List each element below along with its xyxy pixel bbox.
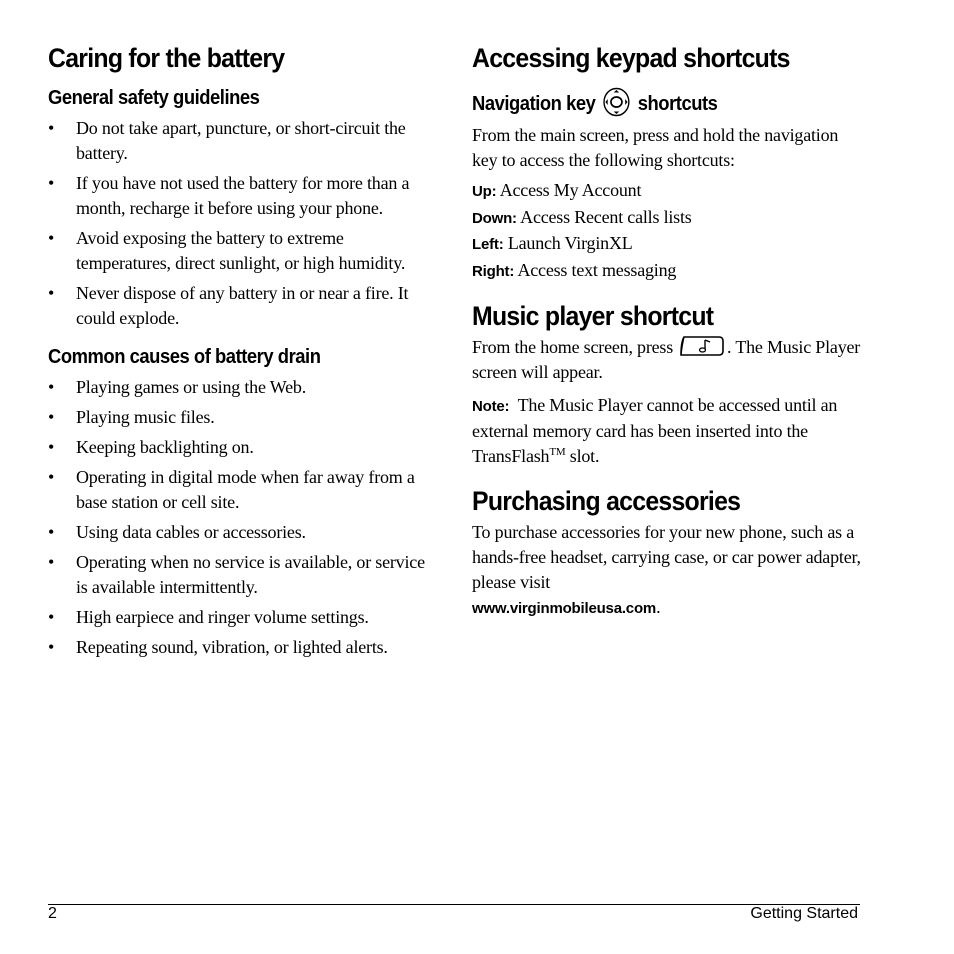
shortcut-action: Access Recent calls lists [520, 206, 692, 227]
footer-divider [48, 904, 860, 905]
note-text: The Music Player cannot be accessed until an external memory card has been inserted into the TransFlash [472, 395, 838, 466]
shortcut-key: Down: [472, 209, 517, 227]
shortcut-key: Up: [472, 183, 497, 200]
list-item: • Keeping backlighting on. [48, 435, 440, 460]
list-item: • Using data cables or accessories. [48, 520, 440, 545]
drain-list [48, 375, 440, 660]
music-text-before: From the home screen, press [472, 337, 674, 357]
list-item: • Operating when no service is available, or service is available intermittently. [48, 550, 440, 600]
accessories-title: Purchasing accessories [472, 486, 741, 516]
shortcut-action: Access text messaging [517, 259, 677, 280]
accessories-url[interactable]: www.virginmobileusa.com [472, 600, 657, 617]
accessories-body: To purchase accessories for your new phone, such as a hands-free headset, carrying case, or car power adapter, please visit [472, 522, 861, 592]
music-text [472, 335, 862, 385]
keypad-title: Accessing keypad shortcuts [472, 43, 790, 73]
safety-heading: General safety guidelines [48, 87, 260, 109]
shortcut-right [472, 258, 862, 285]
footer-section-title: Getting Started [750, 905, 858, 922]
accessories-text [472, 520, 862, 621]
shortcut-left [472, 231, 862, 258]
music-text-after: . The Music Player screen will appear. [472, 337, 861, 382]
shortcut-key: Right: [472, 262, 515, 280]
shortcut-down [472, 205, 862, 232]
shortcut-key: Left: [472, 236, 504, 253]
note-label: Note: [472, 398, 510, 415]
list-item: • Never dispose of any battery in or near a fire. It could explode. [48, 281, 440, 331]
navigation-subheading-after: shortcuts [637, 93, 718, 115]
safety-list [48, 116, 440, 331]
keypad-intro: From the main screen, press and hold the navigation key to access the following shortcuts: [472, 125, 839, 170]
page-number: 2 [48, 905, 57, 922]
list-item: • Repeating sound, vibration, or lighted alerts. [48, 635, 440, 660]
music-note [472, 393, 862, 469]
left-column [48, 40, 440, 665]
shortcut-action: Launch VirginXL [507, 233, 633, 253]
navigation-key-icon [603, 87, 631, 117]
list-item: • Playing games or using the Web. [48, 375, 440, 400]
note-end: slot. [565, 446, 600, 466]
drain-heading: Common causes of battery drain [48, 346, 321, 368]
music-key-icon [679, 334, 725, 358]
trademark-mark: TM [549, 446, 566, 458]
list-item: • High earpiece and ringer volume settings. [48, 605, 440, 630]
list-item: • Playing music files. [48, 405, 440, 430]
shortcut-up [472, 178, 862, 205]
list-item: • If you have not used the battery for more than a month, recharge it before using your phone. [48, 171, 440, 221]
list-item: • Avoid exposing the battery to extreme temperatures, direct sunlight, or high humidity. [48, 226, 440, 276]
music-title: Music player shortcut [472, 301, 714, 331]
navigation-subheading-before: Navigation key [472, 93, 596, 115]
list-item: • Operating in digital mode when far away from a base station or cell site. [48, 465, 440, 515]
battery-title: Caring for the battery [48, 43, 285, 73]
accessories-url-end: . [656, 597, 661, 617]
navigation-subheading [472, 90, 831, 118]
right-column [472, 40, 862, 621]
shortcut-action: Access My Account [499, 180, 642, 200]
list-item: • Do not take apart, puncture, or short-circuit the battery. [48, 116, 440, 166]
shortcut-list [472, 178, 862, 284]
